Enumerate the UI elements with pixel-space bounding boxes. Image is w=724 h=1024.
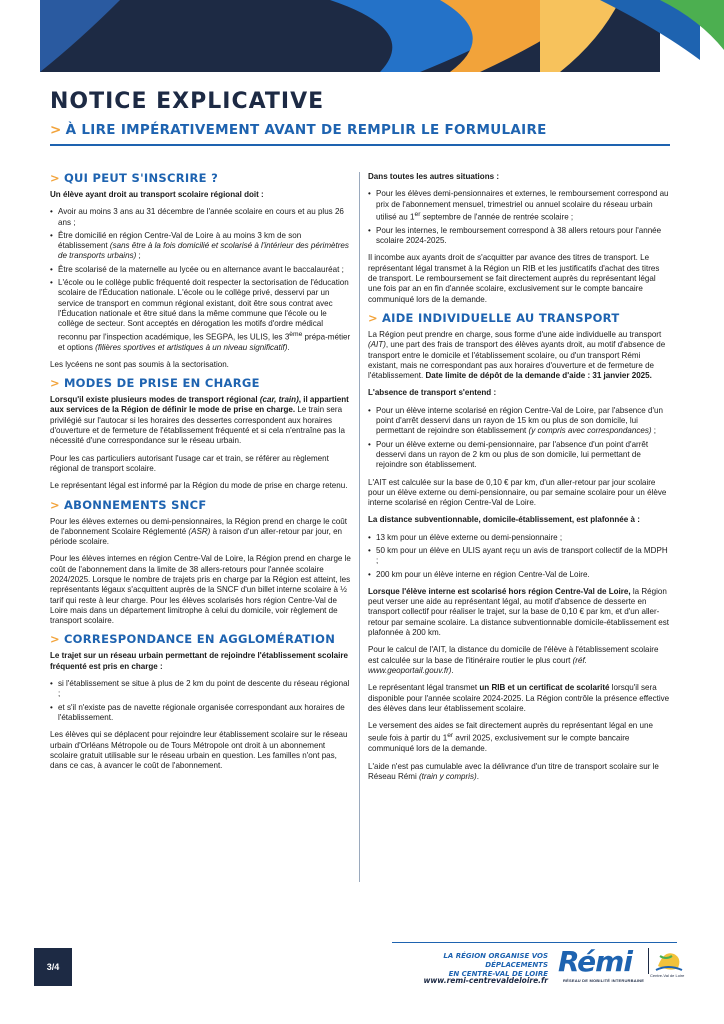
banner-graphic	[0, 0, 724, 72]
paragraph: L'absence de transport s'entend :	[368, 388, 497, 398]
page-subtitle	[50, 122, 670, 138]
right-column	[368, 172, 670, 789]
list-item: • 50 km pour un élève en ULIS ayant reçu un avis de transport collectif de la MDPH ;	[368, 546, 670, 567]
list-item: • Être domicilié en région Centre-Val de Loire à au moins 3 km de son établissement (sans être à la fois domicilié et scolarisé à l'intérieur des périmètres de transports urbains) ;	[50, 231, 352, 262]
paragraph: La distance subventionnable, domicile-établissement, est plafonnée à :	[368, 515, 640, 525]
column-divider	[359, 172, 360, 882]
paragraph: Le représentant légal transmet un RIB et un certificat de scolarité lorsqu'il sera disponible pour l'année scolaire 2024-2025. La Région contrôle la présence effective des élèves dans leur établissement scolaire.	[368, 683, 670, 713]
paragraph: Les lycéens ne sont pas soumis à la sectorisation.	[50, 359, 229, 369]
list-item: • L'école ou le collège public fréquenté doit respecter la sectorisation de l'éducation scolaire de l'Éducation nationale. L'école ou le collège privé, desservi par un service de transport en commun régional existant, doit être sous contrat avec l'Éducation nationale et être situé dans la même commune que l'école ou le collège de secteur. Sont acceptés en dérogation les motifs d'ordre médical reconnu par l'inspection académique, les SEGPA, les ULIS, les 3ème prépa-métier et options (filières sportives et artistiques à un niveau significatif).	[50, 278, 352, 353]
chevron-right-icon: >	[50, 376, 60, 391]
list-item: • Pour les internes, le remboursement correspond à 38 allers retours pour l'année scolaire 2024-2025.	[368, 226, 670, 247]
chevron-right-icon: >	[50, 497, 60, 512]
footer-tagline: LA RÉGION ORGANISE VOS DÉPLACEMENTS EN CENTRE-VAL DE LOIRE	[443, 952, 548, 978]
list-item: • Être scolarisé de la maternelle au lycée ou en alternance avant le baccalauréat ;	[50, 265, 352, 275]
chevron-right-icon: >	[50, 171, 60, 185]
paragraph: Pour les élèves internes en région Centre-Val de Loire, la Région prend en charge le coût de l'abonnement dans la limite de 38 allers-retours pour l'année scolaire 2024/2025. Lorsque le nombre de trajets pris en charge par la Région est atteint, les représentants légaux s'acquittent auprès de la SNCF d'un billet interne scolaire à ½ tarif qui reste à leur charge. Pour les élèves scolarisés hors région Centre-Val de Loire mais dans un département limitrophe à celui du domicile, voir règlement de transport scolaire.	[50, 554, 351, 626]
list-item: • Avoir au moins 3 ans au 31 décembre de l'année scolaire en cours et au plus 26 ans ;	[50, 207, 352, 228]
header-banner	[0, 0, 724, 72]
remi-logo: Rémi	[558, 945, 632, 978]
paragraph: Un élève ayant droit au transport scolaire régional doit :	[50, 190, 264, 199]
page-title: NOTICE EXPLICATIVE	[50, 89, 325, 114]
paragraph: Pour les élèves externes ou demi-pensionnaires, la Région prend en charge le coût de l'abonnement Scolaire Réglementé (ASR) à raison d'un aller-retour par jour, en période scolaire.	[50, 516, 348, 547]
paragraph: L'aide n'est pas cumulable avec la délivrance d'un titre de transport scolaire sur le Réseau Rémi (train y compris).	[368, 761, 659, 781]
paragraph: L'AIT est calculée sur la base de 0,10 € par km, d'un aller-retour par jour scolaire pour un élève externe ou demi-pensionnaire, ou par semaine scolaire pour un élève interne scolarisé en région Centre-Val de Loire.	[368, 477, 667, 508]
bullet-list	[368, 189, 670, 246]
logo-separator	[648, 948, 649, 974]
paragraph: Dans toutes les autres situations :	[368, 172, 500, 181]
paragraph: Le trajet sur un réseau urbain permettant de rejoindre l'établissement scolaire fréquenté est pris en charge :	[50, 651, 348, 671]
paragraph: Les élèves qui se déplacent pour rejoindre leur établissement scolaire sur le réseau urbain d'Orléans Métropole ou de Tours Métropole ont droit à un abonnement scolaire gratuit utilisable sur le réseau urbain en question. Les familles n'ont pas, dans ce cas, à avancer le coût de l'abonnement.	[50, 730, 348, 771]
list-item: • et s'il n'existe pas de navette régionale organisée correspondant aux horaires de l'établissement.	[50, 703, 352, 724]
list-item: • si l'établissement se situe à plus de 2 km du point de descente du réseau régional ;	[50, 679, 352, 700]
page-number: 3/4	[34, 948, 72, 986]
paragraph: Il incombe aux ayants droit de s'acquitter par avance des titres de transport. Le représentant légal transmet à la Région un RIB et les justificatifs d'achat des titres de transport. Le remboursement se fait directement auprès du représentant légal une fois par an en fin d'année scolaire, exclusivement sur le compte bancaire communiqué lors de la demande.	[368, 253, 660, 304]
list-item: • 200 km pour un élève interne en région Centre-Val de Loire.	[368, 570, 670, 580]
section-heading: > AIDE INDIVIDUELLE AU TRANSPORT	[368, 310, 620, 325]
section-heading: > CORRESPONDANCE EN AGGLOMÉRATION	[50, 632, 336, 647]
section-heading: > QUI PEUT S'INSCRIRE ?	[50, 171, 219, 185]
region-logo-label: Centre-Val de Loire	[650, 973, 685, 978]
title-divider	[50, 144, 670, 146]
list-item: • Pour les élèves demi-pensionnaires et externes, le remboursement correspond au prix de l'abonnement mensuel, trimestriel ou annuel scolaire du réseau urbain utilisé au 1er septembre de l'année de rentrée scolaire ;	[368, 189, 670, 223]
bullet-list	[368, 533, 670, 580]
section-heading: > MODES DE PRISE EN CHARGE	[50, 376, 260, 391]
paragraph: Lorsqu'il existe plusieurs modes de transport régional (car, train), il appartient aux services de la Région de définir le mode de prise en charge. Le train sera privilégié sur l'autocar si les horaires des dessertes correspondent aux horaires d'ouverture et de fermeture de l'établissement fréquenté et si cela n'entraîne pas la nécessité d'une correspondance sur le réseau urbain.	[50, 395, 349, 446]
chevron-right-icon: >	[50, 632, 60, 647]
title-block	[50, 90, 670, 146]
list-item: • Pour un élève interne scolarisé en région Centre-Val de Loire, par l'absence d'un point d'arrêt desservi dans un rayon de 15 km ou plus de son domicile, lui permettant de rejoindre son établissement (y compris avec correspondances) ;	[368, 406, 670, 437]
region-logo-icon	[652, 946, 686, 976]
list-item: • 13 km pour un élève externe ou demi-pensionnaire ;	[368, 533, 670, 543]
bullet-list	[368, 406, 670, 471]
remi-logo-subtitle: RÉSEAU DE MOBILITÉ INTERURBAINE	[563, 978, 645, 983]
bullet-list	[50, 207, 352, 353]
paragraph: Pour les cas particuliers autorisant l'usage car et train, se référer au règlement régional de transport scolaire.	[50, 453, 329, 473]
paragraph: Pour le calcul de l'AIT, la distance du domicile de l'élève à l'établissement scolaire est calculée sur la base de l'itinéraire routier le plus court (réf. www.geoportail.gouv.fr).	[368, 645, 659, 675]
paragraph: Le représentant légal est informé par la Région du mode de prise en charge retenu.	[50, 481, 348, 491]
footer-divider	[392, 942, 677, 943]
chevron-right-icon: >	[368, 310, 378, 325]
footer-url[interactable]: www.remi-centrevaldeloire.fr	[423, 976, 548, 985]
paragraph: La Région peut prendre en charge, sous forme d'une aide individuelle au transport (AIT), une part des frais de transport des élèves ayants droit, au motif d'absence de transport entre le domicile et l'établissement scolaire, ou d'un transport Rémi existant, mais ne correspondant pas aux horaires d'ouverture et de fermeture de l'établissement. Date limite de dépôt de la demande d'aide : 31 janvier 2025.	[368, 329, 666, 381]
left-column	[50, 172, 352, 778]
section-heading: > ABONNEMENTS SNCF	[50, 497, 207, 512]
paragraph: Le versement des aides se fait directement auprès du représentant légal en une seule fois à partir du 1er avril 2025, exclusivement sur le compte bancaire communiqué lors de la demande.	[368, 721, 653, 754]
chevron-right-icon: >	[50, 122, 62, 138]
subtitle-text: À LIRE IMPÉRATIVEMENT AVANT DE REMPLIR LE FORMULAIRE	[65, 122, 547, 138]
paragraph: Lorsque l'élève interne est scolarisé hors région Centre-Val de Loire, la Région peut verser une aide au représentant légal, au motif d'absence de desserte en transport collectif pour réaliser le trajet, sur la base de 0,10 € par km, et d'un aller-retour par semaine scolaire. La distance subventionnable domicile-établissement est plafonnée à 200 km.	[368, 586, 670, 638]
bullet-list	[50, 679, 352, 723]
list-item: • Pour un élève externe ou demi-pensionnaire, par l'absence d'un point d'arrêt desservi dans un rayon de 2 km ou plus de son domicile, lui permettant de rejoindre son établissement.	[368, 440, 670, 471]
